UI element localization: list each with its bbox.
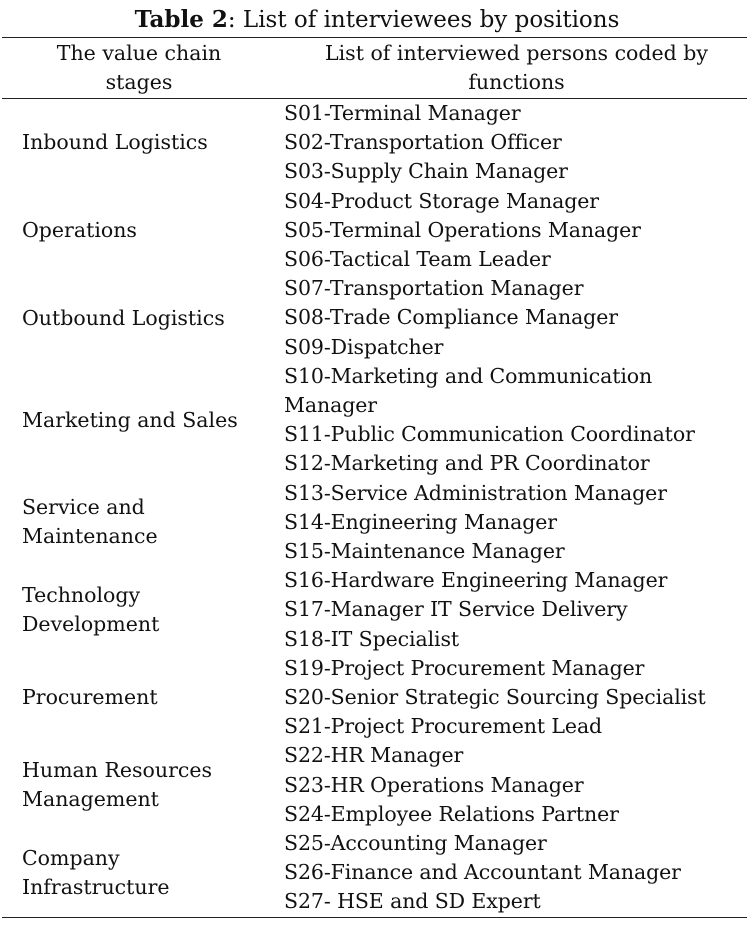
stage-line: Outbound Logistics xyxy=(22,305,225,330)
interviewees-table xyxy=(2,37,747,918)
interviewee-entry: S19-Project Procurement Manager xyxy=(284,655,645,680)
interviewee-entry: S22-HR Manager xyxy=(284,743,464,768)
interviewee-entry: S10-Marketing and Communication Manager xyxy=(284,363,653,418)
interviewee-entry: S08-Trade Compliance Manager xyxy=(284,305,618,330)
interviewee-entry: S14-Engineering Manager xyxy=(284,509,557,534)
interviewee-entry: S11-Public Communication Coordinator xyxy=(284,422,695,447)
stage-line: Technology xyxy=(22,583,141,608)
stage-line: Maintenance xyxy=(22,524,158,549)
interviewed-persons-cell xyxy=(264,99,747,187)
value-chain-stage xyxy=(2,493,264,551)
interviewee-entry: S17-Manager IT Service Delivery xyxy=(284,597,628,622)
header-col1-line2: stages xyxy=(105,70,173,94)
table-caption-label: Table 2 xyxy=(134,6,228,33)
table-row xyxy=(2,362,747,479)
interviewed-persons-cell xyxy=(264,829,747,917)
interviewed-persons-cell xyxy=(264,274,747,362)
interviewee-entry: S05-Terminal Operations Manager xyxy=(284,217,641,242)
interviewed-persons-cell xyxy=(264,566,747,654)
header-interviewed-persons xyxy=(274,38,747,98)
stage-line: Inbound Logistics xyxy=(22,130,208,155)
table-row xyxy=(2,654,747,742)
interviewee-entry: S15-Maintenance Manager xyxy=(284,539,565,564)
value-chain-stage xyxy=(2,128,264,157)
value-chain-stage xyxy=(2,581,264,639)
stage-line: Company xyxy=(22,845,120,870)
interviewee-entry: S06-Tactical Team Leader xyxy=(284,247,551,272)
table-header xyxy=(2,38,747,99)
table-caption xyxy=(0,6,754,34)
interviewed-persons-cell xyxy=(264,654,747,742)
table-row xyxy=(2,99,747,187)
interviewee-entry: S26-Finance and Accountant Manager xyxy=(284,860,681,885)
header-col2-line1: List of interviewed persons coded by xyxy=(325,41,708,65)
stage-line: Management xyxy=(22,787,159,812)
stage-line: Service and xyxy=(22,495,145,520)
interviewed-persons-cell xyxy=(264,741,747,829)
table-row xyxy=(2,274,747,362)
interviewee-entry: S27- HSE and SD Expert xyxy=(284,889,541,914)
stage-line: Human Resources xyxy=(22,758,213,783)
interviewee-entry: S16-Hardware Engineering Manager xyxy=(284,568,668,593)
stage-line: Infrastructure xyxy=(22,874,170,899)
table-row xyxy=(2,566,747,654)
table-row xyxy=(2,479,747,567)
interviewee-entry: S24-Employee Relations Partner xyxy=(284,801,619,826)
stage-line: Procurement xyxy=(22,685,158,710)
value-chain-stage xyxy=(2,683,264,712)
interviewee-entry: S09-Dispatcher xyxy=(284,334,444,359)
interviewee-entry: S13-Service Administration Manager xyxy=(284,480,667,505)
header-col2-line2: functions xyxy=(468,70,565,94)
table-row xyxy=(2,829,747,917)
header-value-chain-stages xyxy=(2,38,274,98)
value-chain-stage xyxy=(2,756,264,814)
interviewee-entry: S02-Transportation Officer xyxy=(284,130,562,155)
header-col1-line1: The value chain xyxy=(56,41,222,65)
interviewee-entry: S23-HR Operations Manager xyxy=(284,772,584,797)
interviewed-persons-cell xyxy=(264,479,747,567)
stage-line: Marketing and Sales xyxy=(22,407,238,432)
interviewee-entry: S12-Marketing and PR Coordinator xyxy=(284,451,650,476)
table-caption-text: : List of interviewees by positions xyxy=(227,7,620,33)
interviewee-entry: S01-Terminal Manager xyxy=(284,101,521,125)
interviewee-entry: S18-IT Specialist xyxy=(284,626,460,651)
interviewee-entry: S07-Transportation Manager xyxy=(284,276,584,301)
interviewee-entry: S20-Senior Strategic Sourcing Specialist xyxy=(284,685,706,710)
interviewee-entry: S03-Supply Chain Manager xyxy=(284,159,568,184)
stage-line: Operations xyxy=(22,217,137,242)
table-body xyxy=(2,99,747,917)
table-row xyxy=(2,741,747,829)
interviewee-entry: S04-Product Storage Manager xyxy=(284,188,599,213)
value-chain-stage xyxy=(2,216,264,245)
value-chain-stage xyxy=(2,844,264,902)
value-chain-stage xyxy=(2,304,264,333)
value-chain-stage xyxy=(2,406,264,435)
interviewee-entry: S21-Project Procurement Lead xyxy=(284,714,603,739)
interviewee-entry: S25-Accounting Manager xyxy=(284,831,547,856)
interviewed-persons-cell xyxy=(264,362,747,479)
table-row xyxy=(2,187,747,275)
stage-line: Development xyxy=(22,612,160,637)
interviewed-persons-cell xyxy=(264,187,747,275)
